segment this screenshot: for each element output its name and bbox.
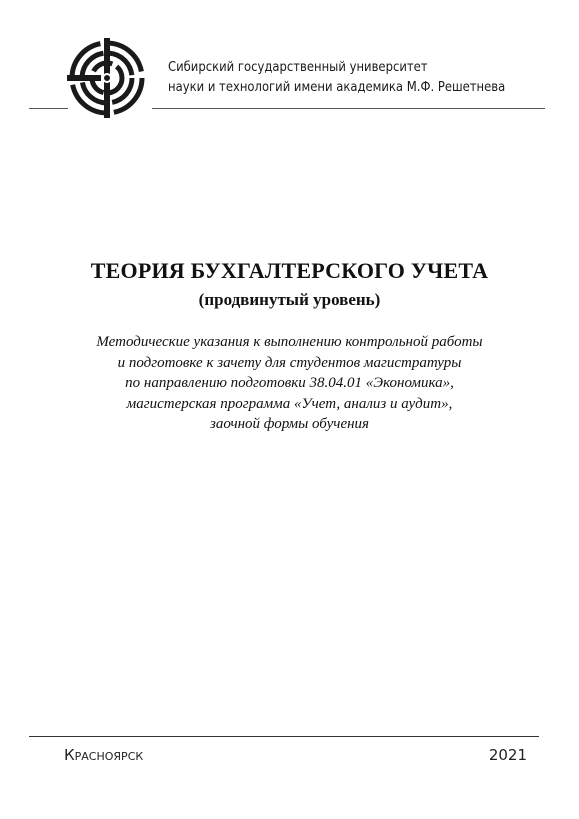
university-emblem-icon <box>67 38 147 118</box>
university-name-line1: Сибирский государственный университет <box>168 59 428 75</box>
description-line: магистерская программа «Учет, анализ и аудит», <box>126 395 453 412</box>
university-name-line2: науки и технологий имени академика М.Ф. Решетнева <box>168 79 506 95</box>
footer-divider <box>29 736 539 737</box>
publication-year: 2021 <box>488 746 527 764</box>
publication-city: Красноярск <box>64 746 144 764</box>
university-name <box>168 57 506 97</box>
document-subtitle: (продвинутый уровень) <box>198 290 381 309</box>
description-line: заочной формы обучения <box>209 416 370 432</box>
document-description <box>40 332 539 435</box>
description-line: и подготовке к зачету для студентов магистратуры <box>117 354 462 371</box>
description-line: Методические указания к выполнению контрольной работы <box>96 334 483 350</box>
document-title: ТЕОРИЯ БУХГАЛТЕРСКОГО УЧЕТА <box>90 258 489 283</box>
header-divider-right <box>152 108 545 109</box>
description-line: по направлению подготовки 38.04.01 «Экономика», <box>125 375 454 391</box>
header-divider-left <box>29 108 68 109</box>
